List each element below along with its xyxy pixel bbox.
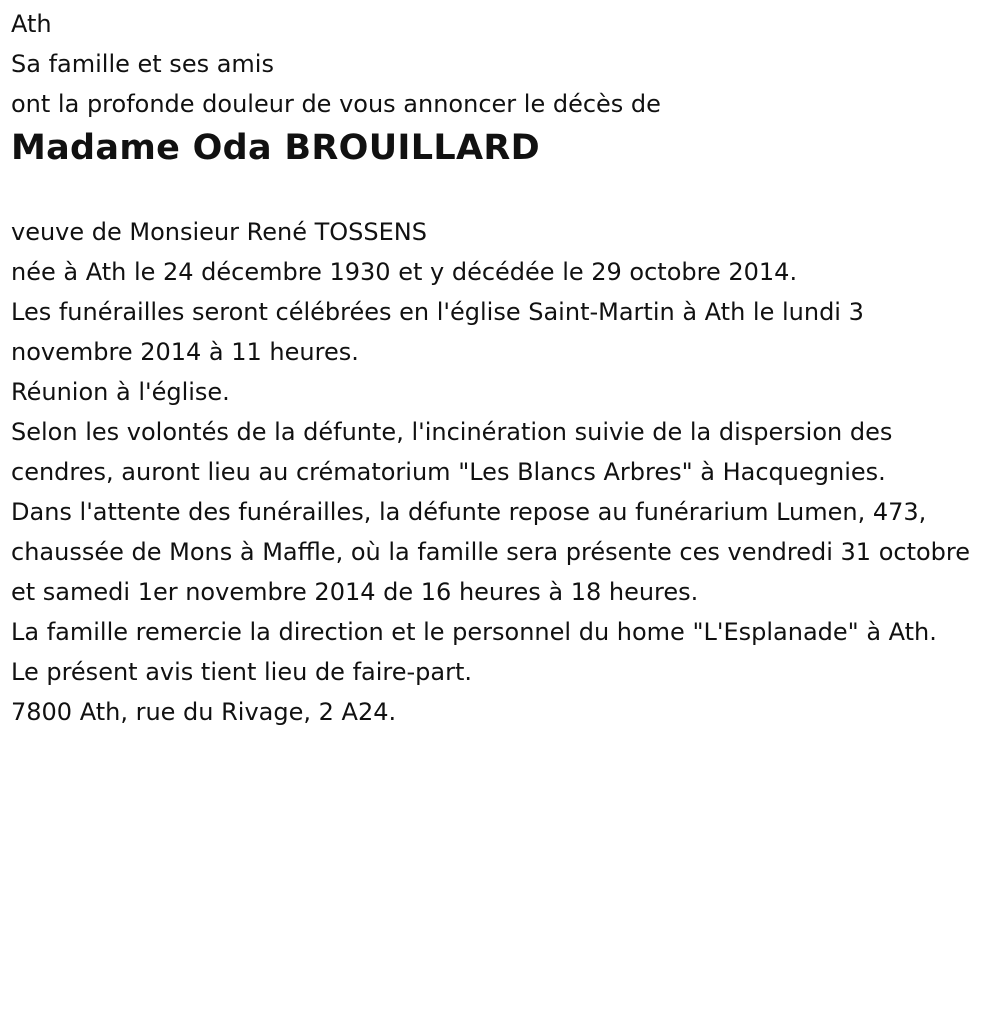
birth-death-paragraph: née à Ath le 24 décembre 1930 et y décédée le 29 octobre 2014. [11, 258, 798, 286]
deceased-name: Madame Oda BROUILLARD [11, 128, 540, 168]
thanks-paragraph: La famille remercie la direction et le personnel du home "L'Esplanade" à Ath. [11, 618, 937, 646]
cremation-paragraph: Selon les volontés de la défunte, l'incinération suivie de la dispersion des cendres, auront lieu au crématorium "Les Blancs Arbres" à Hacquegnies. [11, 418, 893, 486]
city-heading: Ath [11, 10, 52, 38]
family-line: Sa famille et ses amis [11, 50, 274, 78]
meeting-paragraph: Réunion à l'église. [11, 378, 230, 406]
announcement-line: ont la profonde douleur de vous annoncer le décès de [11, 90, 661, 118]
funeral-paragraph: Les funérailles seront célébrées en l'église Saint-Martin à Ath le lundi 3 novembre 2014 à 11 heures. [11, 298, 864, 366]
spouse-line: veuve de Monsieur René TOSSENS [11, 218, 427, 246]
notice-paragraph: Le présent avis tient lieu de faire-part. [11, 658, 473, 686]
funerarium-paragraph: Dans l'attente des funérailles, la défunte repose au funérarium Lumen, 473, chaussée de Mons à Maffle, où la famille sera présente ces vendredi 31 octobre et samedi 1er novembre 2014 de 16 heures à 18 heures. [11, 498, 971, 606]
address-line: 7800 Ath, rue du Rivage, 2 A24. [11, 698, 397, 726]
